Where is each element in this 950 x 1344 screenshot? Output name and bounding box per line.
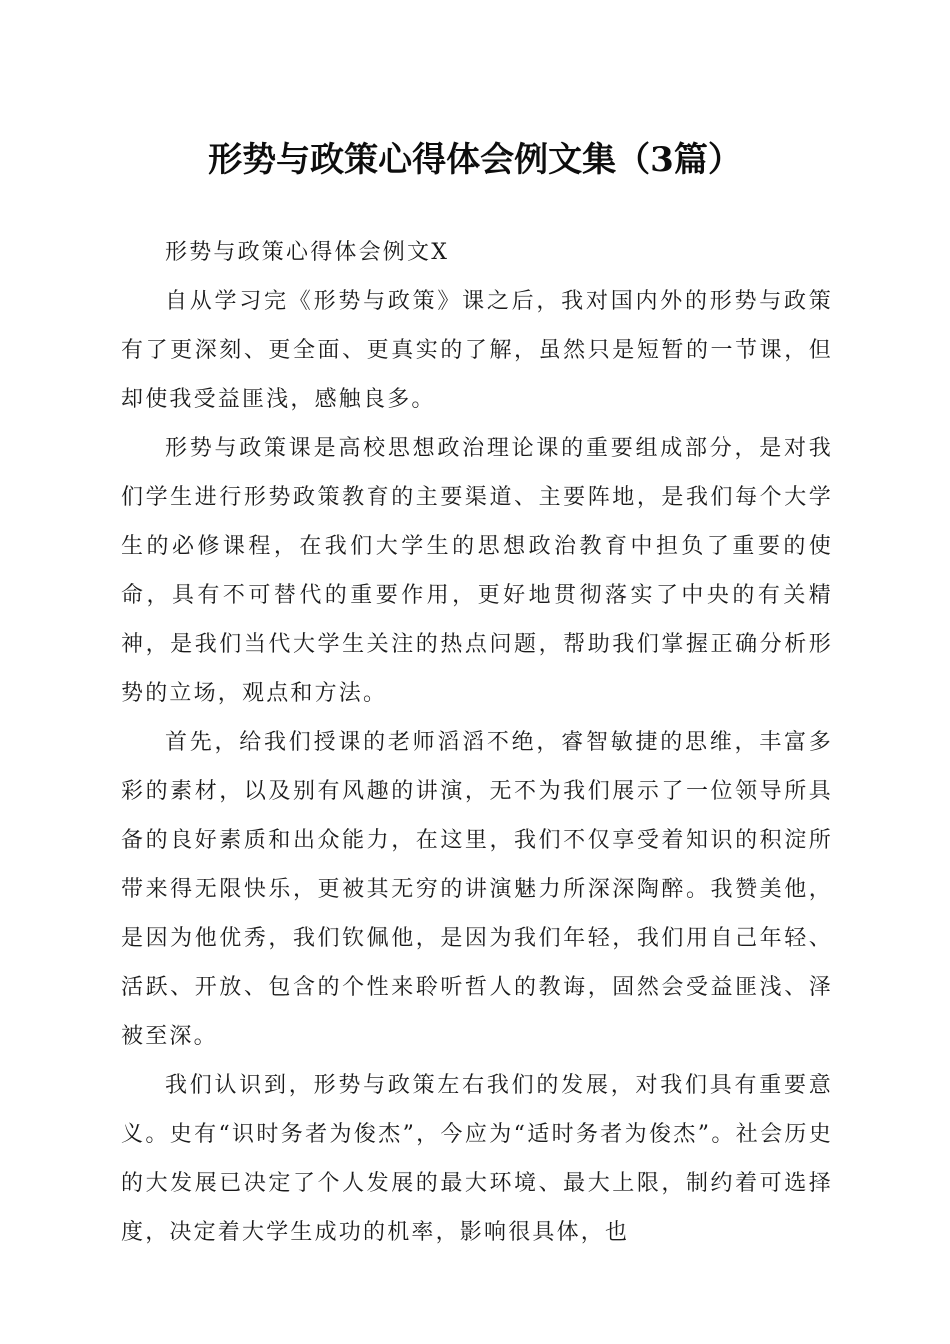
section-heading: 形势与政策心得体会例文X [165,240,450,265]
paragraph-1: 自从学习完《形势与政策》课之后，我对国内外的形势与政策有了更深刻、更全面、更真实的了解，虽然只是短暂的一节课，但却使我受益匪浅，感触良多。 [121,289,833,412]
paragraph-3: 首先，给我们授课的老师滔滔不绝，睿智敏捷的思维，丰富多彩的素材，以及别有风趣的讲演，无不为我们展示了一位领导所具备的良好素质和出众能力，在这里，我们不仅享受着知识的积淀所带来得无限快乐，更被其无穷的讲演魅力所深深陶醉。我赞美他，是因为他优秀，我们钦佩他，是因为我们年轻，我们用自己年轻、活跃、开放、包含的个性来聆听哲人的教诲，固然会受益匪浅、泽被至深。 [121,730,833,1049]
paragraph-4: 我们认识到，形势与政策左右我们的发展，对我们具有重要意义。史有“识时务者为俊杰”，今应为“适时务者为俊杰”。社会历史的大发展已决定了个人发展的最大环境、最大上限，制约着可选择度，决定着大学生成功的机率，影响很具体，也 [121,1073,833,1245]
document-body [121,228,833,1257]
paragraph-2: 形势与政策课是高校思想政治理论课的重要组成部分，是对我们学生进行形势政策教育的主要渠道、主要阵地，是我们每个大学生的必修课程，在我们大学生的思想政治教育中担负了重要的使命，具有不可替代的重要作用，更好地贯彻落实了中央的有关精神，是我们当代大学生关注的热点问题，帮助我们掌握正确分析形势的立场，观点和方法。 [121,436,833,706]
document-title: 形势与政策心得体会例文集（3篇） [208,140,742,180]
